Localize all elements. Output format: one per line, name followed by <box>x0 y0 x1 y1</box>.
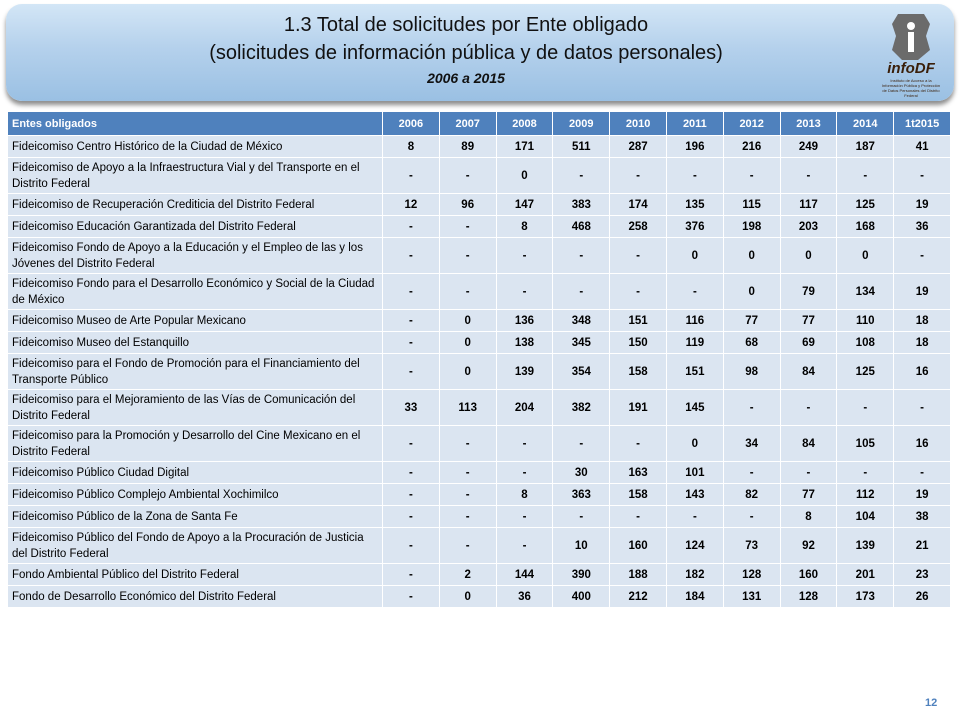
value-cell: 135 <box>666 194 723 216</box>
value-cell: 0 <box>666 238 723 274</box>
value-cell: - <box>439 462 496 484</box>
value-cell: - <box>383 158 440 194</box>
value-cell: - <box>780 158 837 194</box>
value-cell: 382 <box>553 390 610 426</box>
value-cell: 19 <box>894 484 951 506</box>
value-cell: 151 <box>666 354 723 390</box>
table-row <box>8 586 951 608</box>
value-cell: 108 <box>837 332 894 354</box>
value-cell: - <box>666 274 723 310</box>
value-cell: 10 <box>553 528 610 564</box>
value-cell: - <box>610 238 667 274</box>
value-cell: - <box>553 238 610 274</box>
value-cell: 468 <box>553 216 610 238</box>
value-cell: - <box>553 158 610 194</box>
value-cell: - <box>496 426 553 462</box>
value-cell: - <box>439 426 496 462</box>
value-cell: 158 <box>610 484 667 506</box>
value-cell: 82 <box>723 484 780 506</box>
value-cell: - <box>894 158 951 194</box>
value-cell: 125 <box>837 194 894 216</box>
entity-name-cell: Fideicomiso para el Mejoramiento de las Vías de Comunicación del Distrito Federal <box>8 390 383 426</box>
value-cell: 173 <box>837 586 894 608</box>
table-body <box>8 136 951 608</box>
value-cell: 115 <box>723 194 780 216</box>
title-banner <box>6 4 954 101</box>
value-cell: - <box>610 426 667 462</box>
entity-name-cell: Fideicomiso Público del Fondo de Apoyo a la Procuración de Justicia del Distrito Federal <box>8 528 383 564</box>
value-cell: 0 <box>837 238 894 274</box>
value-cell: - <box>723 158 780 194</box>
value-cell: 26 <box>894 586 951 608</box>
value-cell: - <box>496 238 553 274</box>
value-cell: 0 <box>439 310 496 332</box>
value-cell: 160 <box>780 564 837 586</box>
value-cell: 117 <box>780 194 837 216</box>
value-cell: 182 <box>666 564 723 586</box>
value-cell: - <box>383 426 440 462</box>
entity-name-cell: Fideicomiso para la Promoción y Desarrollo del Cine Mexicano en el Distrito Federal <box>8 426 383 462</box>
value-cell: 38 <box>894 506 951 528</box>
table-row <box>8 274 951 310</box>
value-cell: 36 <box>894 216 951 238</box>
value-cell: 216 <box>723 136 780 158</box>
value-cell: 348 <box>553 310 610 332</box>
value-cell: - <box>723 462 780 484</box>
value-cell: - <box>553 274 610 310</box>
value-cell: 101 <box>666 462 723 484</box>
value-cell: 128 <box>723 564 780 586</box>
value-cell: 198 <box>723 216 780 238</box>
column-header-year: 2009 <box>553 112 610 136</box>
value-cell: 84 <box>780 426 837 462</box>
table-row <box>8 426 951 462</box>
value-cell: 376 <box>666 216 723 238</box>
value-cell: 249 <box>780 136 837 158</box>
value-cell: 145 <box>666 390 723 426</box>
value-cell: 110 <box>837 310 894 332</box>
value-cell: - <box>837 158 894 194</box>
value-cell: 354 <box>553 354 610 390</box>
entity-name-cell: Fondo Ambiental Público del Distrito Federal <box>8 564 383 586</box>
value-cell: 69 <box>780 332 837 354</box>
value-cell: 201 <box>837 564 894 586</box>
value-cell: 287 <box>610 136 667 158</box>
value-cell: 125 <box>837 354 894 390</box>
value-cell: 8 <box>383 136 440 158</box>
value-cell: 105 <box>837 426 894 462</box>
value-cell: 77 <box>723 310 780 332</box>
value-cell: 119 <box>666 332 723 354</box>
value-cell: 113 <box>439 390 496 426</box>
value-cell: 18 <box>894 310 951 332</box>
value-cell: - <box>383 354 440 390</box>
entity-name-cell: Fideicomiso Público Ciudad Digital <box>8 462 383 484</box>
value-cell: 68 <box>723 332 780 354</box>
value-cell: 150 <box>610 332 667 354</box>
value-cell: - <box>496 274 553 310</box>
table-row <box>8 158 951 194</box>
entity-name-cell: Fideicomiso Museo de Arte Popular Mexicano <box>8 310 383 332</box>
value-cell: 390 <box>553 564 610 586</box>
value-cell: - <box>610 158 667 194</box>
table-row <box>8 528 951 564</box>
column-header-year: 2013 <box>780 112 837 136</box>
value-cell: 19 <box>894 274 951 310</box>
value-cell: 30 <box>553 462 610 484</box>
column-header-year: 1t2015 <box>894 112 951 136</box>
value-cell: 0 <box>780 238 837 274</box>
value-cell: 124 <box>666 528 723 564</box>
logo-emblem-icon <box>878 10 944 62</box>
value-cell: - <box>439 506 496 528</box>
entity-name-cell: Fideicomiso Educación Garantizada del Distrito Federal <box>8 216 383 238</box>
value-cell: 33 <box>383 390 440 426</box>
column-header-year: 2006 <box>383 112 440 136</box>
value-cell: - <box>723 390 780 426</box>
value-cell: 160 <box>610 528 667 564</box>
entity-name-cell: Fondo de Desarrollo Económico del Distrito Federal <box>8 586 383 608</box>
value-cell: - <box>894 238 951 274</box>
value-cell: 0 <box>439 332 496 354</box>
value-cell: 104 <box>837 506 894 528</box>
value-cell: - <box>383 506 440 528</box>
value-cell: - <box>383 484 440 506</box>
entity-name-cell: Fideicomiso Fondo para el Desarrollo Económico y Social de la Ciudad de México <box>8 274 383 310</box>
column-header-year: 2007 <box>439 112 496 136</box>
value-cell: 116 <box>666 310 723 332</box>
value-cell: 258 <box>610 216 667 238</box>
value-cell: - <box>894 462 951 484</box>
value-cell: 138 <box>496 332 553 354</box>
value-cell: - <box>837 462 894 484</box>
value-cell: - <box>666 158 723 194</box>
value-cell: - <box>496 462 553 484</box>
column-header-year: 2014 <box>837 112 894 136</box>
value-cell: 89 <box>439 136 496 158</box>
table-row <box>8 216 951 238</box>
value-cell: - <box>383 462 440 484</box>
value-cell: 98 <box>723 354 780 390</box>
value-cell: - <box>383 274 440 310</box>
table-row <box>8 310 951 332</box>
value-cell: 188 <box>610 564 667 586</box>
value-cell: - <box>723 506 780 528</box>
value-cell: 383 <box>553 194 610 216</box>
value-cell: - <box>610 274 667 310</box>
entity-name-cell: Fideicomiso Fondo de Apoyo a la Educación y el Empleo de las y los Jóvenes del Distrito Federal <box>8 238 383 274</box>
value-cell: - <box>439 528 496 564</box>
value-cell: 16 <box>894 354 951 390</box>
value-cell: - <box>383 528 440 564</box>
value-cell: 34 <box>723 426 780 462</box>
page-subtitle: 2006 a 2015 <box>427 70 505 86</box>
table-row <box>8 194 951 216</box>
value-cell: 77 <box>780 484 837 506</box>
table-row <box>8 390 951 426</box>
value-cell: 0 <box>723 238 780 274</box>
table-header-row <box>8 112 951 136</box>
value-cell: 163 <box>610 462 667 484</box>
value-cell: 0 <box>439 354 496 390</box>
value-cell: - <box>383 332 440 354</box>
entity-name-cell: Fideicomiso Centro Histórico de la Ciudad de México <box>8 136 383 158</box>
entity-name-cell: Fideicomiso de Apoyo a la Infraestructura Vial y del Transporte en el Distrito Federal <box>8 158 383 194</box>
value-cell: - <box>439 274 496 310</box>
value-cell: 158 <box>610 354 667 390</box>
value-cell: - <box>496 506 553 528</box>
value-cell: 128 <box>780 586 837 608</box>
value-cell: 136 <box>496 310 553 332</box>
logo-caption: Instituto de Acceso a la Información Pública y Protección de Datos Personales del Distrito Federal <box>881 78 941 98</box>
table-row <box>8 462 951 484</box>
value-cell: 212 <box>610 586 667 608</box>
value-cell: 134 <box>837 274 894 310</box>
value-cell: 168 <box>837 216 894 238</box>
value-cell: - <box>383 238 440 274</box>
value-cell: 144 <box>496 564 553 586</box>
value-cell: 203 <box>780 216 837 238</box>
value-cell: 187 <box>837 136 894 158</box>
table-row <box>8 136 951 158</box>
value-cell: 184 <box>666 586 723 608</box>
infodf-logo <box>878 10 944 96</box>
value-cell: - <box>780 462 837 484</box>
page-title-line2: (solicitudes de información pública y de datos personales) <box>209 42 723 64</box>
value-cell: 139 <box>837 528 894 564</box>
value-cell: 0 <box>496 158 553 194</box>
value-cell: 77 <box>780 310 837 332</box>
value-cell: 196 <box>666 136 723 158</box>
value-cell: 19 <box>894 194 951 216</box>
column-header-year: 2010 <box>610 112 667 136</box>
table-row <box>8 354 951 390</box>
value-cell: 0 <box>439 586 496 608</box>
table-row <box>8 238 951 274</box>
value-cell: 204 <box>496 390 553 426</box>
value-cell: - <box>383 216 440 238</box>
value-cell: 8 <box>496 484 553 506</box>
value-cell: 400 <box>553 586 610 608</box>
column-header-entes: Entes obligados <box>8 112 383 136</box>
logo-word: infoDF <box>887 60 935 77</box>
value-cell: - <box>439 158 496 194</box>
column-header-year: 2011 <box>666 112 723 136</box>
value-cell: 174 <box>610 194 667 216</box>
value-cell: 143 <box>666 484 723 506</box>
value-cell: - <box>837 390 894 426</box>
value-cell: 92 <box>780 528 837 564</box>
value-cell: 151 <box>610 310 667 332</box>
value-cell: 16 <box>894 426 951 462</box>
table-row <box>8 564 951 586</box>
page-title: 1.3 Total de solicitudes por Ente obligado <box>283 14 649 36</box>
entity-name-cell: Fideicomiso de Recuperación Crediticia del Distrito Federal <box>8 194 383 216</box>
value-cell: 21 <box>894 528 951 564</box>
value-cell: 191 <box>610 390 667 426</box>
entity-name-cell: Fideicomiso Público Complejo Ambiental Xochimilco <box>8 484 383 506</box>
value-cell: 8 <box>780 506 837 528</box>
value-cell: 511 <box>553 136 610 158</box>
entity-name-cell: Fideicomiso para el Fondo de Promoción para el Financiamiento del Transporte Público <box>8 354 383 390</box>
value-cell: - <box>553 506 610 528</box>
column-header-year: 2012 <box>723 112 780 136</box>
page-number: 12 <box>925 697 938 709</box>
table-row <box>8 484 951 506</box>
value-cell: - <box>439 238 496 274</box>
entity-name-cell: Fideicomiso Público de la Zona de Santa Fe <box>8 506 383 528</box>
table-row <box>8 506 951 528</box>
table-row <box>8 332 951 354</box>
value-cell: 79 <box>780 274 837 310</box>
value-cell: 147 <box>496 194 553 216</box>
entity-name-cell: Fideicomiso Museo del Estanquillo <box>8 332 383 354</box>
requests-table <box>7 111 951 608</box>
value-cell: - <box>496 528 553 564</box>
value-cell: 363 <box>553 484 610 506</box>
value-cell: 345 <box>553 332 610 354</box>
value-cell: 131 <box>723 586 780 608</box>
value-cell: - <box>780 390 837 426</box>
value-cell: 41 <box>894 136 951 158</box>
value-cell: 171 <box>496 136 553 158</box>
value-cell: 12 <box>383 194 440 216</box>
value-cell: - <box>383 564 440 586</box>
value-cell: - <box>610 506 667 528</box>
value-cell: 112 <box>837 484 894 506</box>
value-cell: - <box>383 586 440 608</box>
value-cell: 23 <box>894 564 951 586</box>
value-cell: - <box>894 390 951 426</box>
value-cell: 0 <box>723 274 780 310</box>
value-cell: 36 <box>496 586 553 608</box>
column-header-year: 2008 <box>496 112 553 136</box>
value-cell: - <box>439 484 496 506</box>
value-cell: 139 <box>496 354 553 390</box>
value-cell: 2 <box>439 564 496 586</box>
value-cell: 8 <box>496 216 553 238</box>
value-cell: - <box>553 426 610 462</box>
value-cell: 84 <box>780 354 837 390</box>
value-cell: - <box>439 216 496 238</box>
value-cell: - <box>666 506 723 528</box>
value-cell: 73 <box>723 528 780 564</box>
value-cell: 18 <box>894 332 951 354</box>
value-cell: - <box>383 310 440 332</box>
value-cell: 0 <box>666 426 723 462</box>
value-cell: 96 <box>439 194 496 216</box>
